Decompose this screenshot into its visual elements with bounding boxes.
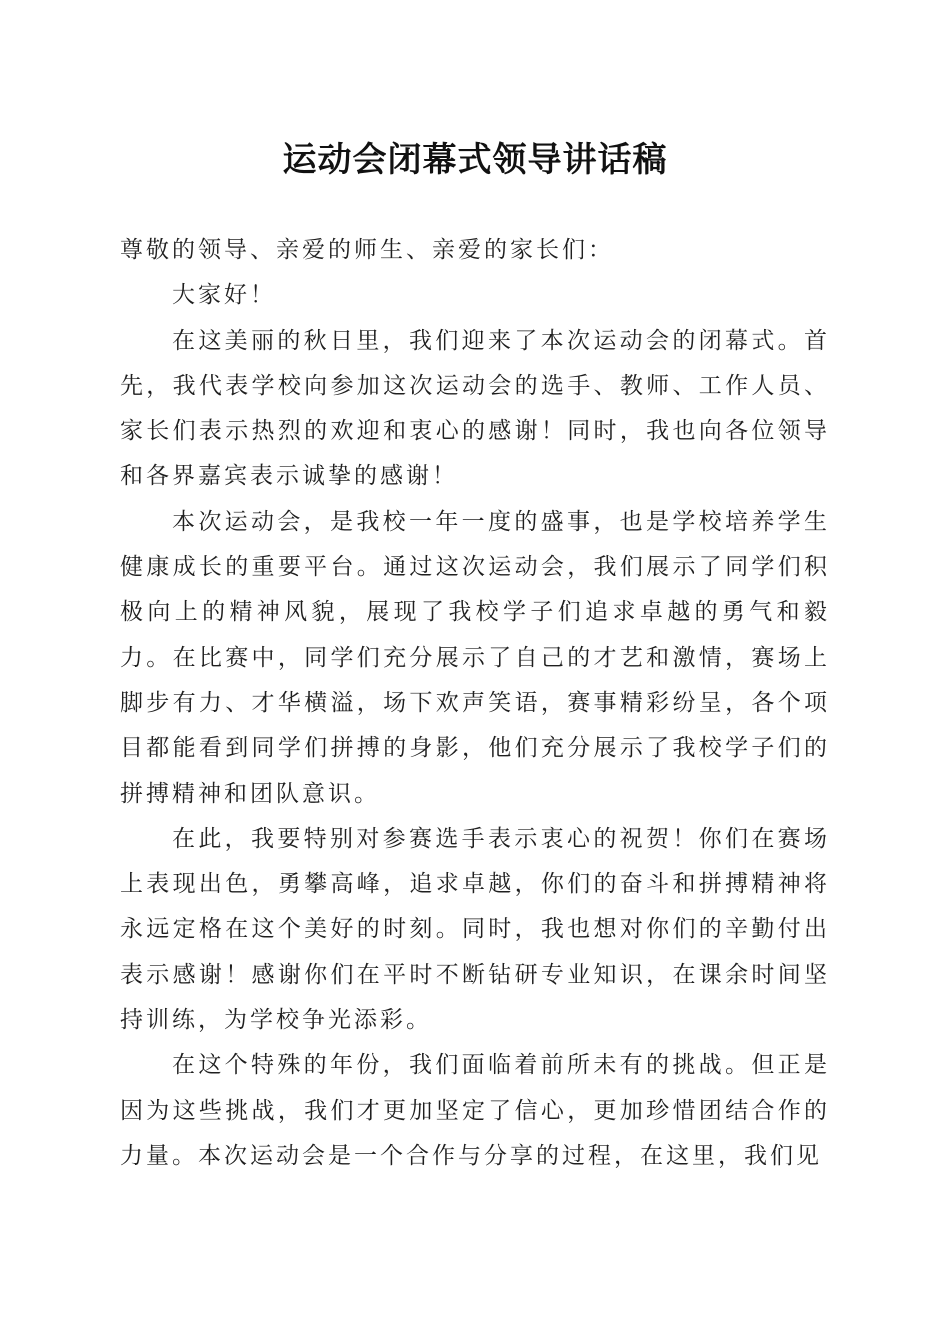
paragraph-2: 本次运动会，是我校一年一度的盛事，也是学校培养学生健康成长的重要平台。通过这次运动会，我们展示了同学们积极向上的精神风貌，展现了我校学子们追求卓越的勇气和毅力。在比赛中，同学们充分展示了自己的才艺和激情，赛场上脚步有力、才华横溢，场下欢声笑语，赛事精彩纷呈，各个项目都能看到同学们拼搏的身影，他们充分展示了我校学子们的拼搏精神和团队意识。 [120,508,830,807]
greeting: 大家好！ [172,282,276,309]
salutation: 尊敬的领导、亲爱的师生、亲爱的家长们： [120,237,614,263]
paragraph-1: 在这美丽的秋日里，我们迎来了本次运动会的闭幕式。首先，我代表学校向参加这次运动会的选手、教师、工作人员、家长们表示热烈的欢迎和衷心的感谢！同时，我也向各位领导和各界嘉宾表示诚挚的感谢！ [120,327,830,490]
paragraph-3: 在此，我要特别对参赛选手表示衷心的祝贺！你们在赛场上表现出色，勇攀高峰，追求卓越，你们的奋斗和拼搏精神将永远定格在这个美好的时刻。同时，我也想对你们的辛勤付出表示感谢！感谢你们在平时不断钻研专业知识，在课余时间坚持训练，为学校争光添彩。 [120,825,830,1034]
document-title: 运动会闭幕式领导讲话稿 [282,140,668,180]
document-body [120,228,830,1179]
paragraph-4: 在这个特殊的年份，我们面临着前所未有的挑战。但正是因为这些挑战，我们才更加坚定了信心，更加珍惜团结合作的力量。本次运动会是一个合作与分享的过程，在这里，我们见 [120,1052,830,1169]
